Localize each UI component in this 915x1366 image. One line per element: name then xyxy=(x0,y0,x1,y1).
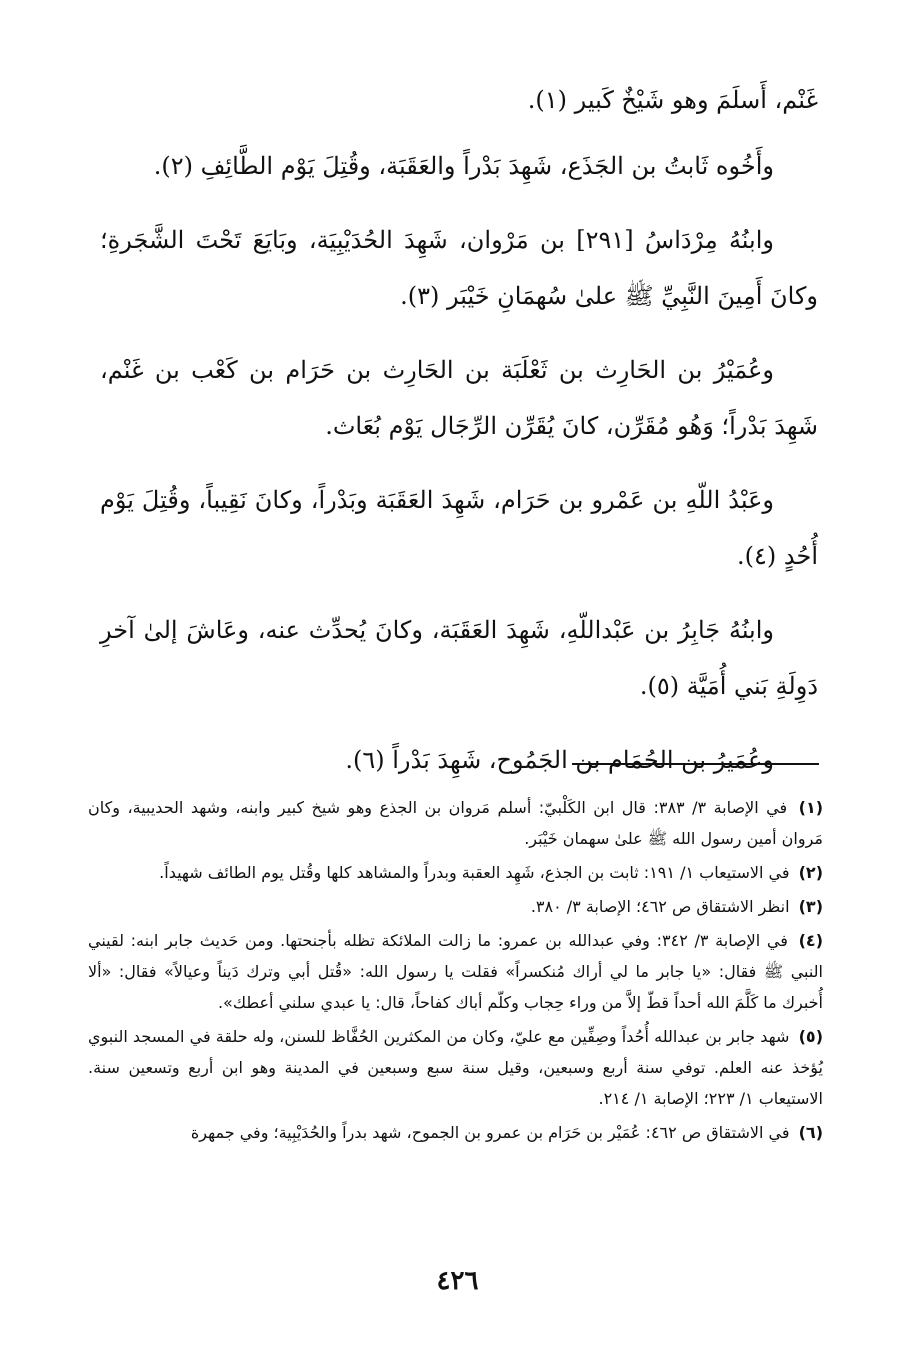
paragraph-text: وعُمَيْرُ بن الحَارِث بن ثَعْلَبَة بن الحَارِث بن حَرَام بن كَعْب بن غَنْم، شَهِدَ بَدْراً؛ وَهُو مُقَرِّن، كانَ يُقَرِّن الرِّجَال يَوْم بُعَاث. xyxy=(100,356,818,440)
page-number: ٤٢٦ xyxy=(436,1266,479,1296)
footnote xyxy=(88,857,823,888)
footnote xyxy=(88,1021,823,1114)
footnote-number: (٥) xyxy=(798,1027,823,1046)
main-text xyxy=(100,72,818,806)
footnote-number: (٣) xyxy=(798,897,823,916)
footnote-number: (٢) xyxy=(798,863,823,882)
paragraph-text: وابنُهُ مِرْدَاسُ [٢٩١] بن مَرْوان، شَهِدَ الحُدَيْبِيَة، وبَايَعَ تَحْتَ الشَّجَرةِ؛ وكانَ أَمِينَ النَّبِيِّ ﷺ علىٰ سُهمَانِ خَيْبَر (٣). xyxy=(100,226,818,310)
footnote-text: شهد جابر بن عبدالله أُحُداً وصِفِّين مع عليّ، وكان من المكثرين الحُفَّاظ للسنن، وله حلقة في المسجد النبوي يُؤخذ عنه العلم. توفي سنة أربع وسبعين، وقيل سنة سبع وسبعين في المدينة وهو ابن أربع وتسعين سنة. الاستيعاب ١/ ٢٢٣؛ الإصابة ١/ ٢١٤. xyxy=(88,1027,823,1108)
paragraph xyxy=(100,732,818,788)
footnote-number: (١) xyxy=(798,798,824,817)
footnote-text: انظر الاشتقاق ص ٤٦٢؛ الإصابة ٣/ ٣٨٠. xyxy=(530,897,790,916)
footnote xyxy=(88,792,823,854)
footnote-divider xyxy=(572,763,819,765)
footnote xyxy=(88,1117,823,1148)
footnote-number: (٤) xyxy=(798,931,823,950)
footnote-text: في الاشتقاق ص ٤٦٢: عُمَيْر بن حَرَام بن عمرو بن الجموح، شهد بدراً والحُدَيْبِية؛ وفي جمهرة xyxy=(190,1123,790,1142)
paragraph-text: وعَبْدُ اللّهِ بن عَمْرو بن حَرَام، شَهِدَ العَقَبَة وبَدْراً، وكانَ نَقِيباً، وقُتِلَ يَوْم أُحُدٍ (٤). xyxy=(100,486,818,570)
paragraph xyxy=(100,342,818,454)
paragraph-text: وعُمَيرُ بن الحُمَام بن الجَمُوح، شَهِدَ بَدْراً (٦). xyxy=(345,746,774,774)
paragraph-text: وابنُهُ جَابِرُ بن عَبْداللّهِ، شَهِدَ العَقَبَة، وكانَ يُحدِّث عنه، وعَاشَ إلىٰ آخرِ دَوِلَةِ بَني أُمَيَّة (٥). xyxy=(100,616,818,700)
footnotes xyxy=(88,792,823,1151)
footnote-text: في الاستيعاب ١/ ١٩١: ثابت بن الجذع، شَهِد العقبة وبدراً والمشاهد كلها وقُتل يوم الطائف شهيداً. xyxy=(159,863,790,882)
paragraph xyxy=(100,602,818,714)
footnote-number: (٦) xyxy=(798,1123,823,1142)
paragraph xyxy=(100,472,818,584)
paragraph xyxy=(100,212,818,324)
paragraph-text: وأَخُوه ثَابتُ بن الجَذَع، شَهِدَ بَدْراً والعَقَبَة، وقُتِلَ يَوْم الطَّائِفِ (٢). xyxy=(153,152,774,180)
footnote-text: في الإصابة ٣/ ٣٤٢: وفي عبدالله بن عمرو: ما زالت الملائكة تظله بأجنحتها. ومن حَديث جابر ابنه: لقيني النبي ﷺ فقال: «يا جابر ما لي أراك مُنكسراً» فقلت يا رسول الله: «قُتل أبي وترك دَيناً وعيالاً» فقال: «ألا أُخبرك ما كَلَّمَ الله أحداً قطّ إلاَّ من وراء حِجاب وكلّم أباك كفاحاً، قال: يا عبدي سلني أعطك». xyxy=(88,931,823,1012)
paragraph xyxy=(100,138,818,194)
footnote-text: في الإصابة ٣/ ٣٨٣: قال ابن الكَلْبيّ: أسلم مَروان بن الجذع وهو شيخ كبير وابنه، وشهد الحديبية، وكان مَروان أمين رسول الله ﷺ علىٰ سهمان خَيْبَر. xyxy=(88,798,823,848)
paragraph-continuation: غَنْم، أَسلَمَ وهو شَيْخٌ كَبير (١). xyxy=(527,86,818,114)
footnote xyxy=(88,925,823,1018)
footnote xyxy=(88,891,823,922)
